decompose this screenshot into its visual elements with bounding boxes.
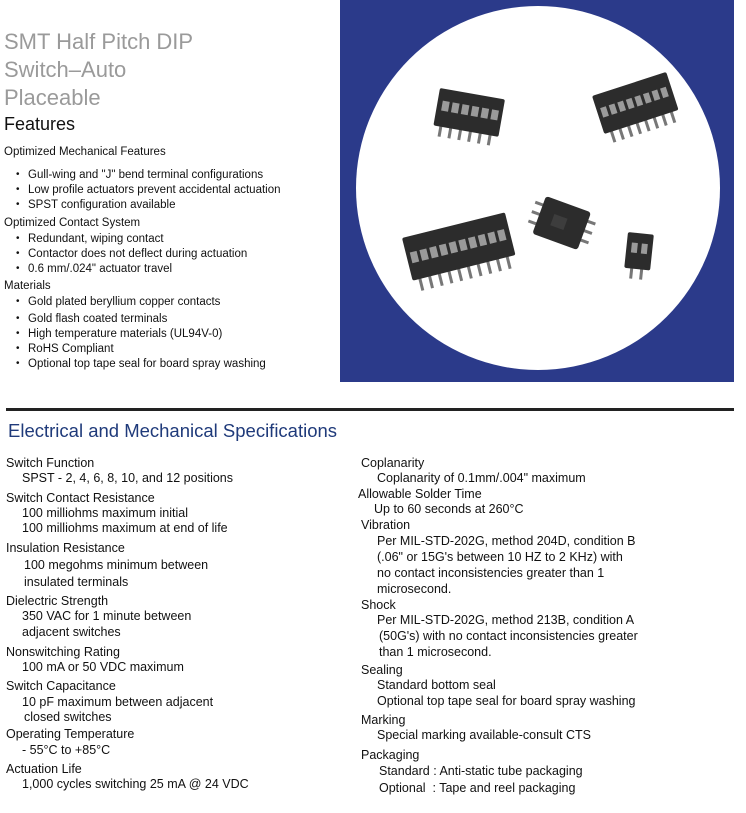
spec-value: (.06" or 15G's between 10 HZ to 2 KHz) with: [377, 550, 623, 564]
spec-label: Vibration: [361, 518, 411, 532]
list-item: • Gull-wing and "J" bend terminal configurations: [14, 168, 281, 183]
spec-value: 100 milliohms maximum initial: [22, 506, 189, 520]
spec-value: insulated terminals: [24, 575, 129, 589]
list-item: • Redundant, wiping contact: [14, 232, 247, 247]
list-item: • 0.6 mm/.024" actuator travel: [14, 262, 247, 277]
spec-label: Packaging: [361, 748, 420, 762]
spec-value: adjacent switches: [22, 625, 121, 639]
spec-label: Coplanarity: [361, 456, 425, 470]
specs-heading: Electrical and Mechanical Specifications: [8, 420, 338, 441]
feature-list: [14, 168, 281, 213]
title-line: Switch–Auto: [4, 57, 127, 82]
feature-group-title: Optimized Contact System: [4, 217, 141, 229]
spec-value: Standard : Anti-static tube packaging: [379, 764, 583, 778]
spec-value: Optional top tape seal for board spray washing: [377, 694, 636, 708]
spec-value: than 1 microsecond.: [379, 645, 492, 659]
spec-label: Allowable Solder Time: [358, 487, 482, 501]
spec-label: Sealing: [361, 663, 403, 677]
product-title: [4, 28, 304, 112]
spec-value: closed switches: [24, 710, 112, 724]
spec-value: SPST - 2, 4, 6, 8, 10, and 12 positions: [22, 471, 234, 485]
section-divider: [6, 408, 734, 411]
product-illustration: [340, 0, 734, 382]
spec-label: Switch Function: [6, 456, 95, 470]
list-item: • Gold flash coated terminals: [14, 312, 266, 327]
spec-label: Switch Capacitance: [6, 679, 116, 693]
spec-value: 1,000 cycles switching 25 mA @ 24 VDC: [22, 777, 249, 791]
features-heading: Features: [4, 114, 76, 134]
title-line: Placeable: [4, 85, 101, 110]
spec-label: Nonswitching Rating: [6, 645, 120, 659]
spec-value: Per MIL-STD-202G, method 204D, condition B: [377, 534, 636, 548]
list-item: • Gold plated beryllium copper contacts: [14, 295, 266, 310]
spec-label: Marking: [361, 713, 406, 727]
spec-value: 100 mA or 50 VDC maximum: [22, 660, 184, 674]
list-item: • Low profile actuators prevent accidental actuation: [14, 183, 281, 198]
list-item: • High temperature materials (UL94V-0): [14, 327, 266, 342]
spec-value: no contact inconsistencies greater than 1: [377, 566, 605, 580]
feature-group-title: Optimized Mechanical Features: [4, 146, 166, 158]
spec-value: (50G's) with no contact inconsistencies greater: [379, 629, 638, 643]
list-item: • RoHS Compliant: [14, 342, 266, 357]
spec-value: Standard bottom seal: [377, 678, 496, 692]
spec-label: Dielectric Strength: [6, 594, 109, 608]
product-photo: [340, 0, 734, 382]
spec-value: 100 milliohms maximum at end of life: [22, 521, 228, 535]
spec-value: Optional : Tape and reel packaging: [379, 781, 576, 795]
spec-label: Operating Temperature: [6, 727, 135, 741]
spec-value: 10 pF maximum between adjacent: [22, 695, 214, 709]
spec-label: Shock: [361, 598, 396, 612]
photo-backdrop: [356, 6, 720, 370]
spec-label: Actuation Life: [6, 762, 82, 776]
feature-list: [14, 232, 247, 277]
list-item: • SPST configuration available: [14, 198, 281, 213]
feature-group-title: Materials: [4, 280, 51, 292]
spec-value: Coplanarity of 0.1mm/.004" maximum: [377, 471, 586, 485]
list-item: • Contactor does not deflect during actuation: [14, 247, 247, 262]
spec-value: Special marking available-consult CTS: [377, 728, 591, 742]
feature-list: [14, 295, 266, 372]
spec-value: - 55°C to +85°C: [22, 743, 111, 757]
spec-label: Switch Contact Resistance: [6, 491, 155, 505]
spec-value: 100 megohms minimum between: [24, 558, 209, 572]
spec-value: 350 VAC for 1 minute between: [22, 609, 192, 623]
list-item: • Optional top tape seal for board spray washing: [14, 357, 266, 372]
spec-value: Per MIL-STD-202G, method 213B, condition A: [377, 613, 635, 627]
title-line: SMT Half Pitch DIP: [4, 29, 194, 54]
spec-value: microsecond.: [377, 582, 452, 596]
spec-value: Up to 60 seconds at 260°C: [374, 502, 524, 516]
spec-label: Insulation Resistance: [6, 541, 125, 555]
